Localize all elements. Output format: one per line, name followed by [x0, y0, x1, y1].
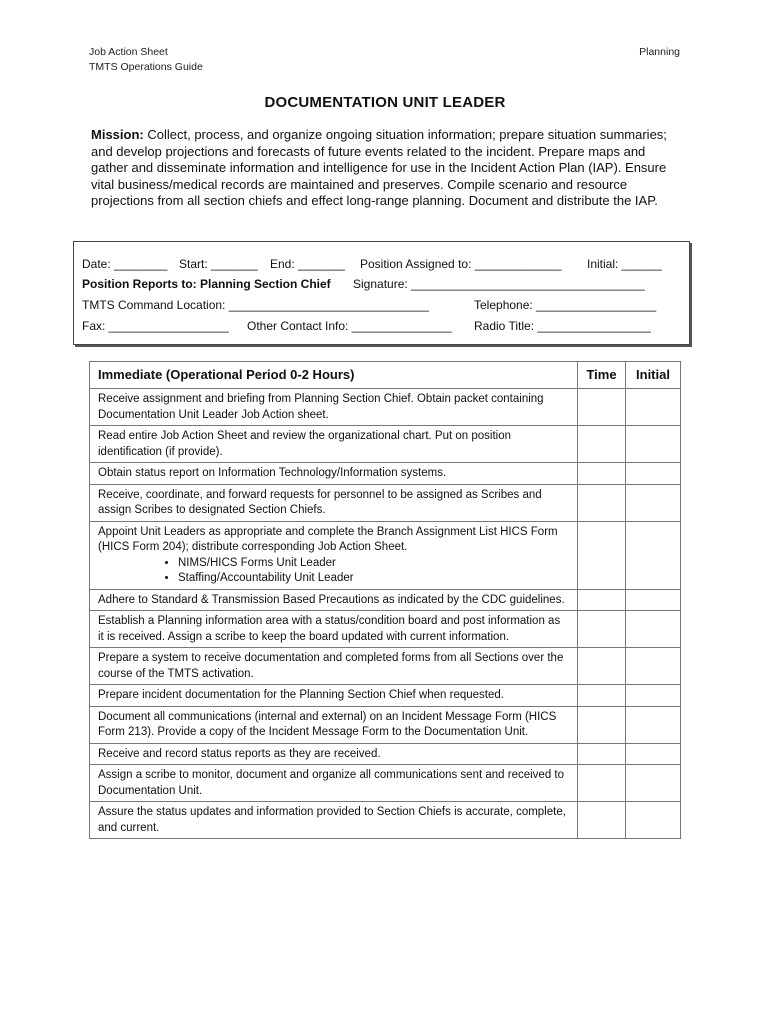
initial-cell[interactable] — [626, 743, 681, 765]
position-assigned-field[interactable]: Position Assigned to: _____________ — [360, 257, 562, 271]
reports-to-label: Position Reports to: Planning Section Chief — [82, 277, 331, 291]
initial-cell[interactable] — [626, 802, 681, 839]
assignment-info-box — [73, 241, 690, 345]
time-cell[interactable] — [578, 765, 626, 802]
sub-bullet-list — [98, 556, 569, 587]
initial-cell[interactable] — [626, 426, 681, 463]
task-table — [89, 361, 681, 839]
task-cell-with-bullets — [90, 521, 578, 589]
task-text: Adhere to Standard & Transmission Based Precautions as indicated by the CDC guidelines. — [90, 589, 578, 611]
page-title: DOCUMENTATION UNIT LEADER — [264, 94, 506, 111]
mission-label: Mission: — [91, 127, 144, 142]
document-header — [89, 45, 203, 75]
time-cell[interactable] — [578, 589, 626, 611]
time-cell[interactable] — [578, 463, 626, 485]
task-text: Receive and record status reports as they are received. — [90, 743, 578, 765]
task-text: Appoint Unit Leaders as appropriate and complete the Branch Assignment List HICS Form (HICS Form 204); distribute corresponding Job Action Sheet. — [98, 525, 558, 553]
initial-cell[interactable] — [626, 521, 681, 589]
mission-statement — [91, 127, 671, 210]
fax-field[interactable]: Fax: __________________ — [82, 319, 229, 333]
header-immediate: Immediate (Operational Period 0-2 Hours) — [90, 362, 578, 389]
header-time: Time — [578, 362, 626, 389]
table-row — [90, 589, 681, 611]
other-contact-field[interactable]: Other Contact Info: _______________ — [247, 319, 452, 333]
task-text: Read entire Job Action Sheet and review the organizational chart. Put on position identification (if provide). — [90, 426, 578, 463]
header-initial: Initial — [626, 362, 681, 389]
initial-cell[interactable] — [626, 706, 681, 743]
time-cell[interactable] — [578, 611, 626, 648]
time-cell[interactable] — [578, 706, 626, 743]
table-row — [90, 521, 681, 589]
telephone-field[interactable]: Telephone: __________________ — [474, 298, 657, 312]
table-row — [90, 743, 681, 765]
table-row — [90, 463, 681, 485]
table-row — [90, 765, 681, 802]
task-text: Obtain status report on Information Technology/Information systems. — [90, 463, 578, 485]
table-row — [90, 389, 681, 426]
header-line-job-action-sheet: Job Action Sheet — [89, 46, 168, 58]
table-row — [90, 802, 681, 839]
initial-cell[interactable] — [626, 765, 681, 802]
mission-text: Collect, process, and organize ongoing situation information; prepare situation summaries; and develop projections and forecasts of future events related to the incident. Prepare maps and gather and disseminate information and intelligence for use in the Incident Action Plan (IAP). Ensure vital business/medical records are maintained and preserves. Compile scenario and resource projections from all section chiefs and effect long-range planning. Document and distribute the IAP. — [91, 127, 667, 209]
signature-field[interactable]: Signature: ___________________________________ — [353, 277, 645, 291]
task-text: Prepare a system to receive documentation and completed forms from all Sections over the course of the TMTS activation. — [90, 648, 578, 685]
start-field[interactable]: Start: _______ — [179, 257, 258, 271]
time-cell[interactable] — [578, 521, 626, 589]
time-cell[interactable] — [578, 648, 626, 685]
time-cell[interactable] — [578, 389, 626, 426]
time-cell[interactable] — [578, 743, 626, 765]
time-cell[interactable] — [578, 802, 626, 839]
task-text: Prepare incident documentation for the Planning Section Chief when requested. — [90, 685, 578, 707]
header-line-guide: TMTS Operations Guide — [89, 61, 203, 73]
bullet-item: • Staffing/Accountability Unit Leader — [178, 571, 569, 587]
end-field[interactable]: End: _______ — [270, 257, 345, 271]
time-cell[interactable] — [578, 426, 626, 463]
time-cell[interactable] — [578, 484, 626, 521]
table-row — [90, 611, 681, 648]
bullet-item: • NIMS/HICS Forms Unit Leader — [178, 556, 569, 572]
initial-cell[interactable] — [626, 463, 681, 485]
task-text: Assure the status updates and information provided to Section Chiefs is accurate, complete, and current. — [90, 802, 578, 839]
table-row — [90, 706, 681, 743]
initial-cell[interactable] — [626, 589, 681, 611]
task-text: Document all communications (internal and external) on an Incident Message Form (HICS Form 213). Provide a copy of the Incident Message Form to the Documentation Unit. — [90, 706, 578, 743]
table-row — [90, 685, 681, 707]
table-row — [90, 484, 681, 521]
task-text: Assign a scribe to monitor, document and organize all communications sent and received to Documentation Unit. — [90, 765, 578, 802]
initial-cell[interactable] — [626, 389, 681, 426]
command-location-field[interactable]: TMTS Command Location: ______________________________ — [82, 298, 429, 312]
initial-cell[interactable] — [626, 484, 681, 521]
task-text: Receive assignment and briefing from Planning Section Chief. Obtain packet containing Documentation Unit Leader Job Action sheet. — [90, 389, 578, 426]
initial-cell[interactable] — [626, 611, 681, 648]
table-row — [90, 648, 681, 685]
header-section: Planning — [639, 46, 680, 58]
initial-cell[interactable] — [626, 685, 681, 707]
initial-field[interactable]: Initial: ______ — [587, 257, 662, 271]
table-header-row — [90, 362, 681, 389]
time-cell[interactable] — [578, 685, 626, 707]
date-field[interactable]: Date: ________ — [82, 257, 168, 271]
task-text: Establish a Planning information area with a status/condition board and post information as it is received. Assign a scribe to keep the board updated with current information. — [90, 611, 578, 648]
initial-cell[interactable] — [626, 648, 681, 685]
task-text: Receive, coordinate, and forward requests for personnel to be assigned as Scribes and assign Scribes to designated Section Chiefs. — [90, 484, 578, 521]
table-row — [90, 426, 681, 463]
radio-title-field[interactable]: Radio Title: _________________ — [474, 319, 651, 333]
